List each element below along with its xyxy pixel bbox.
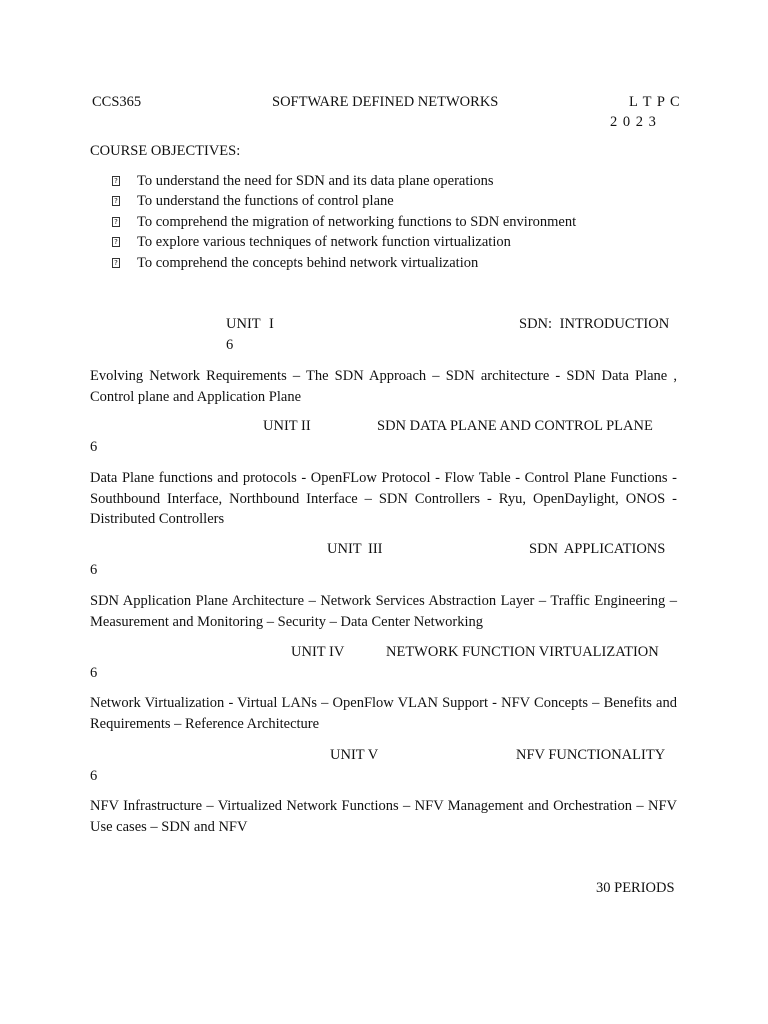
unit-hours: 6 [90, 665, 98, 681]
unit-title: SDN APPLICATIONS [529, 541, 666, 557]
course-title: SOFTWARE DEFINED NETWORKS [272, 94, 499, 110]
unit-content: Network Virtualization - Virtual LANs – OpenFlow VLAN Support - NFV Concepts – Benefits and Requirements – Reference Architecture [90, 695, 677, 732]
bullet-icon [112, 176, 120, 186]
objective-text: To comprehend the concepts behind network virtualization [137, 254, 479, 271]
list-item [112, 212, 576, 232]
bullet-icon [112, 237, 120, 247]
bullet-icon [112, 217, 120, 227]
unit-title: SDN: INTRODUCTION [519, 316, 670, 332]
ltpc-label: L T P C [629, 94, 680, 110]
total-periods: 30 PERIODS [596, 880, 675, 896]
unit-label: UNIT III [327, 541, 383, 557]
list-item [112, 232, 576, 252]
objective-text: To understand the functions of control plane [137, 193, 394, 210]
objectives-heading: COURSE OBJECTIVES: [90, 143, 241, 159]
list-item [112, 191, 576, 211]
bullet-icon [112, 258, 120, 268]
unit-hours: 6 [226, 337, 234, 353]
objective-text: To comprehend the migration of networking functions to SDN environment [137, 213, 577, 230]
unit-content: Evolving Network Requirements – The SDN Approach – SDN architecture - SDN Data Plane , Control plane and Application Plane [90, 368, 677, 405]
unit-content: SDN Application Plane Architecture – Network Services Abstraction Layer – Traffic Engineering – Measurement and Monitoring – Security – Data Center Networking [90, 593, 677, 630]
ltpc-values: 2 0 2 3 [610, 114, 657, 130]
unit-hours: 6 [90, 562, 98, 578]
unit-label: UNIT IV [291, 644, 345, 660]
objective-text: To understand the need for SDN and its data plane operations [137, 173, 494, 189]
unit-label: UNIT V [330, 747, 379, 763]
unit-content: Data Plane functions and protocols - OpenFLow Protocol - Flow Table - Control Plane Functions - Southbound Interface, Northbound Interface – SDN Controllers - Ryu, OpenDaylight, ONOS - Distributed Controllers [90, 470, 677, 527]
unit-hours: 6 [90, 768, 98, 784]
bullet-icon [112, 196, 120, 206]
list-item [112, 253, 576, 273]
list-item [112, 171, 576, 191]
unit-label: UNIT I [226, 316, 274, 332]
unit-label: UNIT II [263, 418, 311, 434]
unit-title: NETWORK FUNCTION VIRTUALIZATION [386, 644, 659, 660]
unit-title: NFV FUNCTIONALITY [516, 747, 666, 763]
unit-content: NFV Infrastructure – Virtualized Network Functions – NFV Management and Orchestration – NFV Use cases – SDN and NFV [90, 798, 677, 835]
objectives-list [112, 171, 576, 273]
course-code: CCS365 [92, 94, 142, 110]
unit-hours: 6 [90, 439, 98, 455]
unit-title: SDN DATA PLANE AND CONTROL PLANE [377, 418, 653, 434]
objective-text: To explore various techniques of network function virtualization [137, 234, 511, 251]
